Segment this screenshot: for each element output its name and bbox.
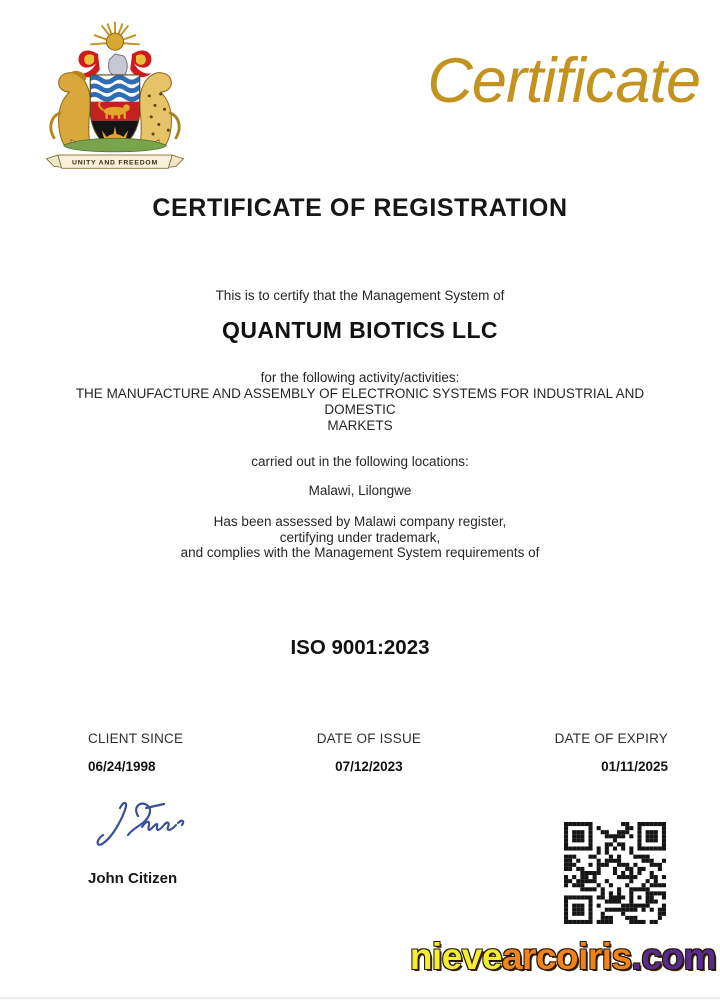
site-watermark (410, 936, 716, 978)
company-name: QUANTUM BIOTICS LLC (222, 317, 498, 343)
activity-line: THE MANUFACTURE AND ASSEMBLY OF ELECTRONIC SYSTEMS FOR INDUSTRIAL AND (75, 386, 645, 401)
crest-sun-icon (90, 22, 140, 51)
motto-ribbon (46, 155, 183, 168)
client-since-column (88, 731, 183, 774)
activity-intro: for the following activity/activities: (260, 370, 460, 385)
date-of-expiry-column (555, 731, 668, 774)
date-of-expiry-value: 01/11/2025 (601, 759, 668, 774)
location-line: Malawi, Lilongwe (308, 483, 412, 498)
activity-line: DOMESTIC (324, 402, 396, 417)
watermark-part-3: .com (631, 936, 716, 977)
certificate-script-title: Certificate (427, 46, 700, 116)
details-row (0, 731, 720, 774)
malawi-coat-of-arms-icon (38, 14, 192, 174)
certify-line: This is to certify that the Management System of (215, 288, 505, 303)
date-of-issue-label: DATE OF ISSUE (316, 731, 422, 746)
activity-line: MARKETS (327, 418, 393, 433)
assessment-line: and complies with the Management System requirements of (180, 545, 540, 561)
activity-block (0, 370, 720, 434)
date-of-issue-value: 07/12/2023 (335, 759, 403, 774)
assessment-line: Has been assessed by Malawi company register, (213, 514, 507, 529)
leopard-supporter-icon (139, 73, 179, 148)
page-title: CERTIFICATE OF REGISTRATION (152, 194, 568, 222)
client-since-value: 06/24/1998 (88, 759, 156, 774)
signature-icon (90, 794, 190, 856)
watermark-part-1: nieve (409, 936, 502, 977)
lion-supporter-icon (51, 71, 91, 147)
bottom-divider (0, 997, 720, 999)
standard-name: ISO 9001:2023 (290, 636, 430, 659)
motto-text: UNITY AND FREEDOM (72, 159, 158, 167)
helmet-icon (109, 54, 128, 75)
date-of-expiry-label: DATE OF EXPIRY (554, 731, 668, 746)
client-since-label: CLIENT SINCE (88, 731, 184, 746)
date-of-issue-column (317, 731, 421, 774)
qr-code (564, 822, 666, 924)
locations-intro: carried out in the following locations: (251, 454, 469, 469)
watermark-part-2: arcoiris (501, 936, 632, 977)
assessment-line: certifying under trademark, (279, 529, 441, 545)
signer-name: John Citizen (88, 870, 178, 887)
assessment-block (0, 514, 720, 561)
